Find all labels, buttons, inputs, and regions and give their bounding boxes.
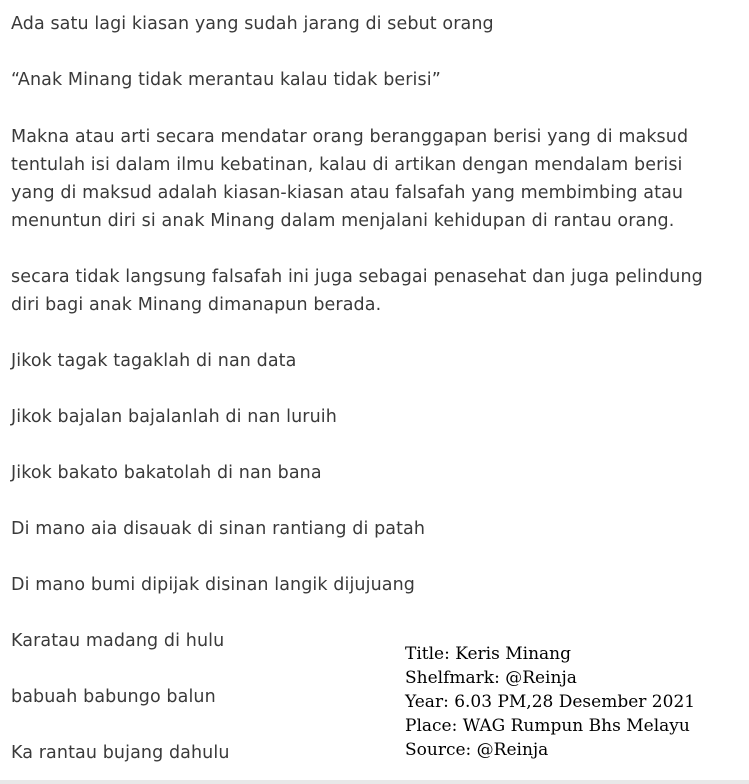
verse-line: Jikok bakato bakatolah di nan bana <box>11 463 322 483</box>
paragraph-line: Makna atau arti secara mendatar orang beranggapan berisi yang di maksud <box>11 127 689 147</box>
bottom-divider <box>0 780 749 784</box>
paragraph-line: tentulah isi dalam ilmu kebatinan, kalau di artikan dengan mendalam berisi <box>11 155 683 175</box>
verse-line: Jikok bajalan bajalanlah di nan luruih <box>11 407 337 427</box>
meta-title: Title: Keris Minang <box>405 644 571 664</box>
paragraph-line: secara tidak langsung falsafah ini juga sebagai penasehat dan juga pelindung <box>11 267 703 287</box>
verse-line: Jikok tagak tagaklah di nan data <box>11 351 297 371</box>
verse-line: babuah babungo balun <box>11 687 216 707</box>
paragraph-line: yang di maksud adalah kiasan-kiasan atau falsafah yang membimbing atau <box>11 183 684 203</box>
metadata-caption <box>405 642 695 762</box>
paragraph-line: menuntun diri si anak Minang dalam menjalani kehidupan di rantau orang. <box>11 211 675 231</box>
verse-line: Karatau madang di hulu <box>11 631 225 651</box>
meta-source: Source: @Reinja <box>405 740 549 760</box>
paragraph-line: diri bagi anak Minang dimanapun berada. <box>11 295 382 315</box>
verse-line: Di mano aia disauak di sinan rantiang di patah <box>11 519 426 539</box>
meta-year: Year: 6.03 PM,28 Desember 2021 <box>405 692 696 712</box>
verse-line: Ka rantau bujang dahulu <box>11 743 230 763</box>
quote-line: “Anak Minang tidak merantau kalau tidak berisi” <box>11 70 441 90</box>
verse-line: Di mano bumi dipijak disinan langik dijujuang <box>11 575 415 595</box>
meta-place: Place: WAG Rumpun Bhs Melayu <box>405 716 690 736</box>
meta-shelfmark: Shelfmark: @Reinja <box>405 668 577 688</box>
paragraph-intro: Ada satu lagi kiasan yang sudah jarang di sebut orang <box>11 14 494 34</box>
